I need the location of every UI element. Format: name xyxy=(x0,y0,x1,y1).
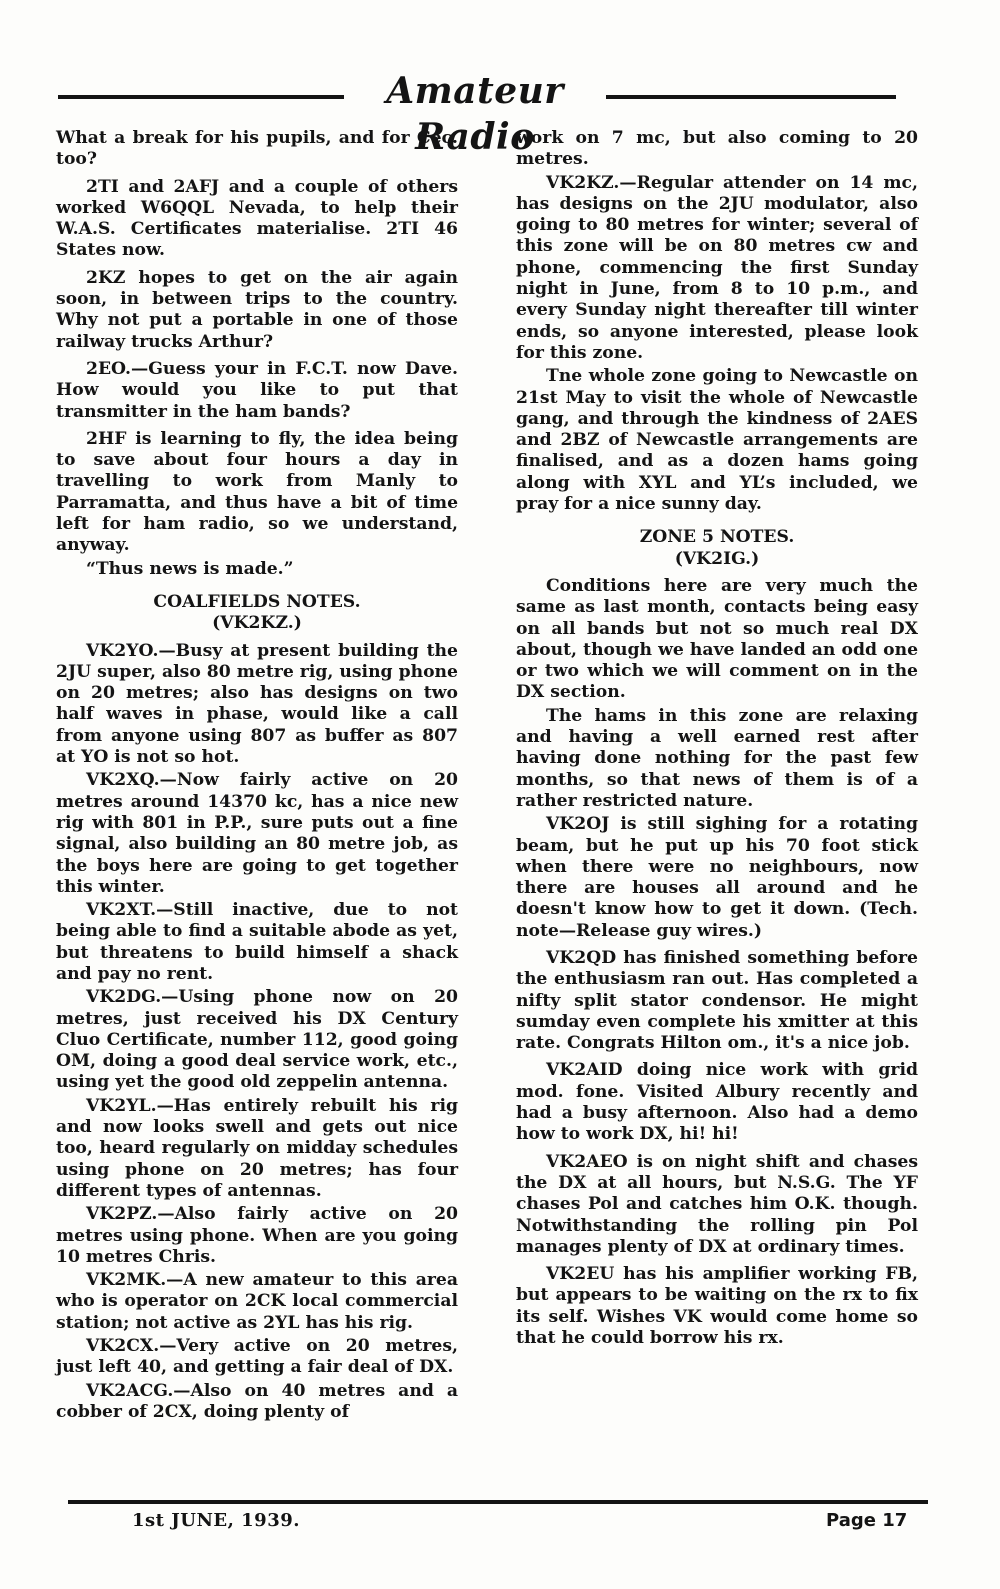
paragraph: VK2YL.—Has entirely rebuilt his rig and now looks swell and gets out nice too, heard regularly on midday schedules using phone on 20 metres; has four different types of antennas. xyxy=(56,1095,458,1201)
masthead-title: Amateur Radio xyxy=(386,70,564,158)
right-column xyxy=(516,128,918,1355)
paragraph: Conditions here are very much the same as last month, contacts being easy on all bands but not so much real DX about, though we have landed an odd one or two which we will comment on in the DX section. xyxy=(516,575,918,703)
masthead-rule-left xyxy=(58,95,344,99)
paragraph: VK2PZ.—Also fairly active on 20 metres using phone. When are you going 10 metres Chris. xyxy=(56,1204,458,1267)
paragraph: 2HF is learning to fly, the idea being to save about four hours a day in travelling to work from Manly to Parramatta, and thus have a bit of time left for ham radio, so we understand, anyway. xyxy=(56,428,458,556)
paragraph: work on 7 mc, but also coming to 20 metres. xyxy=(516,128,918,170)
paragraph: 2EO.—Guess your in F.C.T. now Dave. How would you like to put that transmitter in the ham bands? xyxy=(56,358,458,422)
paragraph: VK2CX.—Very active on 20 metres, just left 40, and getting a fair deal of DX. xyxy=(56,1336,458,1378)
footer-rule xyxy=(68,1500,928,1504)
paragraph: VK2DG.—Using phone now on 20 metres, just received his DX Century Cluo Certificate, number 112, good going OM, doing a good deal service work, etc., using yet the good old zeppelin antenna. xyxy=(56,987,458,1093)
paragraph: VK2KZ.—Regular attender on 14 mc, has designs on the 2JU modulator, also going to 80 metres for winter; several of this zone will be on 80 metres cw and phone, commencing the first Sunday night in June, from 8 to 10 p.m., and every Sunday night thereafter till winter ends, so anyone interested, please look for this zone. xyxy=(516,172,918,363)
paragraph: VK2MK.—A new amateur to this area who is operator on 2CK local commercial station; not active as 2YL has his rig. xyxy=(56,1270,458,1333)
paragraph: VK2XT.—Still inactive, due to not being able to find a suitable abode as yet, but threatens to build himself a shack and pay no rent. xyxy=(56,900,458,984)
paragraph: VK2ACG.—Also on 40 metres and a cobber of 2CX, doing plenty of xyxy=(56,1380,458,1422)
paragraph: VK2YO.—Busy at present building the 2JU super, also 80 metre rig, using phone on 20 metres; also has designs on two half waves in phase, would like a call from anyone using 807 as buffer as 807 at YO is not so hot. xyxy=(56,640,458,768)
paragraph: VK2QD has finished something before the enthusiasm ran out. Has completed a nifty split stator condensor. He might sumday even complete his xmitter at this rate. Congrats Hilton om., it's a nice job. xyxy=(516,947,918,1054)
paragraph: Tne whole zone going to Newcastle on 21st May to visit the whole of Newcastle gang, and through the kindness of 2AES and 2BZ of Newcastle arrangements are finalised, and as a dozen hams going along with XYL and YL’s included, we pray for a nice sunny day. xyxy=(516,366,918,515)
left-column xyxy=(56,128,458,1425)
section-heading-zone5: ZONE 5 NOTES. xyxy=(639,527,795,548)
section-subheading-zone5: (VK2IG.) xyxy=(674,548,760,569)
page-number: Page 17 xyxy=(826,1510,908,1531)
paragraph: VK2OJ is still sighing for a rotating beam, but he put up his 70 foot stick when there were no neighbours, now there are houses all around and he doesn't know how to get it down. (Tech. note—Release guy wires.) xyxy=(516,814,918,941)
paragraph: 2KZ hopes to get on the air again soon, in between trips to the country. Why not put a portable in one of those railway trucks Arthur? xyxy=(56,267,458,352)
section-heading-coalfields: COALFIELDS NOTES. xyxy=(153,591,361,612)
paragraph: “Thus news is made.” xyxy=(86,558,294,579)
paragraph: VK2XQ.—Now fairly active on 20 metres around 14370 kc, has a nice new rig with 801 in P.P., sure puts out a fine signal, also building an 80 metre job, as the boys here are going to get together this winter. xyxy=(56,770,458,897)
section-subheading-coalfields: (VK2KZ.) xyxy=(212,613,302,634)
paragraph: What a break for his pupils, and for Cec. too? xyxy=(56,128,458,170)
paragraph: VK2EU has his amplifier working FB, but appears to be waiting on the rx to fix its self. Wishes VK would come home so that he could borrow his rx. xyxy=(516,1264,918,1349)
paragraph: The hams in this zone are relaxing and having a well earned rest after having done nothing for the past few months, so that news of them is of a rather restricted nature. xyxy=(516,705,918,811)
paragraph: 2TI and 2AFJ and a couple of others worked W6QQL Nevada, to help their W.A.S. Certificates materialise. 2TI 46 States now. xyxy=(56,176,458,261)
masthead-rule-right xyxy=(606,95,896,99)
footer-date: 1st JUNE, 1939. xyxy=(132,1510,301,1531)
paragraph: VK2AEO is on night shift and chases the DX at all hours, but N.S.G. The YF chases Pol and catches him O.K. though. Notwithstanding the rolling pin Pol manages plenty of DX at ordinary times. xyxy=(516,1151,918,1257)
paragraph: VK2AID doing nice work with grid mod. fone. Visited Albury recently and had a busy afternoon. Also had a demo how to work DX, hi! hi! xyxy=(516,1060,918,1145)
